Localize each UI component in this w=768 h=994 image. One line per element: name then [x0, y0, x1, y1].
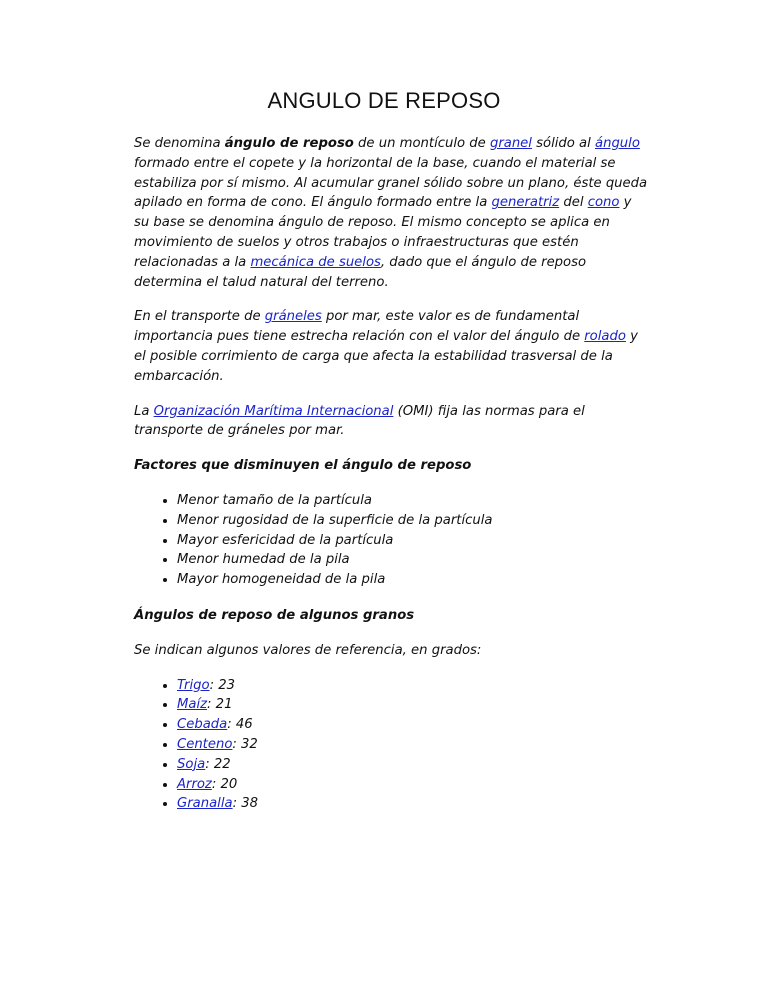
link-omi[interactable]: Organización Marítima Internacional — [153, 403, 394, 419]
list-item — [177, 695, 650, 715]
link-generatriz[interactable]: generatriz — [491, 195, 560, 211]
value: : 22 — [205, 756, 231, 772]
text: del — [559, 195, 588, 211]
factores-list — [134, 491, 650, 590]
text: sólido al — [531, 136, 595, 151]
link-arroz[interactable]: Arroz — [177, 776, 212, 792]
text: y el posible corrimiento de carga que afecta la estabilidad trasversal de la embarcación. — [134, 329, 638, 384]
text: , dado que el ángulo de reposo determina el talud natural del terreno. — [134, 254, 587, 290]
paragraph-definition — [134, 134, 650, 292]
link-cebada[interactable]: Cebada — [177, 717, 228, 733]
link-cono[interactable]: cono — [587, 195, 620, 211]
text: La — [134, 403, 154, 419]
value: : 38 — [232, 796, 258, 812]
text: de un montículo de — [353, 136, 490, 151]
page-title: ANGULO DE REPOSO — [267, 88, 501, 113]
value: : 46 — [227, 717, 253, 733]
link-maiz[interactable]: Maíz — [177, 697, 208, 713]
value: : 32 — [232, 736, 258, 752]
link-trigo[interactable]: Trigo — [177, 677, 210, 693]
list-item: • Menor tamaño de la partícula — [177, 491, 650, 511]
granos-heading: Ángulos de reposo de algunos granos — [134, 607, 415, 623]
value: : 21 — [207, 697, 233, 713]
text: y su base se denomina ángulo de reposo. El mismo concepto se aplica en movimiento de suelos y otros trabajos o infraestructuras que estén relacionadas a la — [134, 195, 632, 270]
list-item — [177, 715, 650, 735]
list-item: • Mayor homogeneidad de la pila — [177, 570, 650, 590]
text: (OMI) fija las normas para el transporte de gráneles por mar. — [134, 403, 585, 439]
link-granalla[interactable]: Granalla — [177, 796, 233, 812]
list-item — [177, 676, 650, 696]
list-item: • Menor humedad de la pila — [177, 550, 650, 570]
link-centeno[interactable]: Centeno — [177, 736, 233, 752]
document-body — [134, 134, 650, 830]
list-item — [177, 735, 650, 755]
bold-term: ángulo de reposo — [224, 136, 354, 151]
link-rolado[interactable]: rolado — [584, 329, 626, 345]
list-item: • Menor rugosidad de la superficie de la partícula — [177, 511, 650, 531]
text: Se denomina — [134, 136, 225, 151]
paragraph-omi — [134, 402, 650, 442]
list-item — [177, 755, 650, 775]
paragraph-transporte — [134, 307, 650, 386]
list-item — [177, 794, 650, 814]
link-angulo[interactable]: ángulo — [595, 136, 640, 151]
granos-list — [134, 676, 650, 815]
text: por mar, este valor es de fundamental importancia pues tiene estrecha relación con el valor del ángulo de — [134, 309, 585, 345]
link-graneles[interactable]: gráneles — [264, 309, 322, 325]
list-item — [177, 775, 650, 795]
factores-heading: Factores que disminuyen el ángulo de reposo — [134, 458, 472, 474]
granos-intro: Se indican algunos valores de referencia, en grados: — [134, 642, 482, 658]
link-mecanica-de-suelos[interactable]: mecánica de suelos — [250, 254, 381, 270]
value: : 20 — [211, 776, 238, 792]
link-granel[interactable]: granel — [489, 136, 532, 151]
text: formado entre el copete y la horizontal de la base, cuando el material se estabiliza por sí mismo. Al acumular granel sólido sobre un plano, éste queda apilado en forma de cono. El ángulo formado entre la — [134, 155, 648, 211]
link-soja[interactable]: Soja — [177, 756, 206, 772]
list-item: • Mayor esfericidad de la partícula — [177, 531, 650, 551]
value: : 23 — [209, 677, 235, 693]
text: En el transporte de — [134, 309, 265, 325]
